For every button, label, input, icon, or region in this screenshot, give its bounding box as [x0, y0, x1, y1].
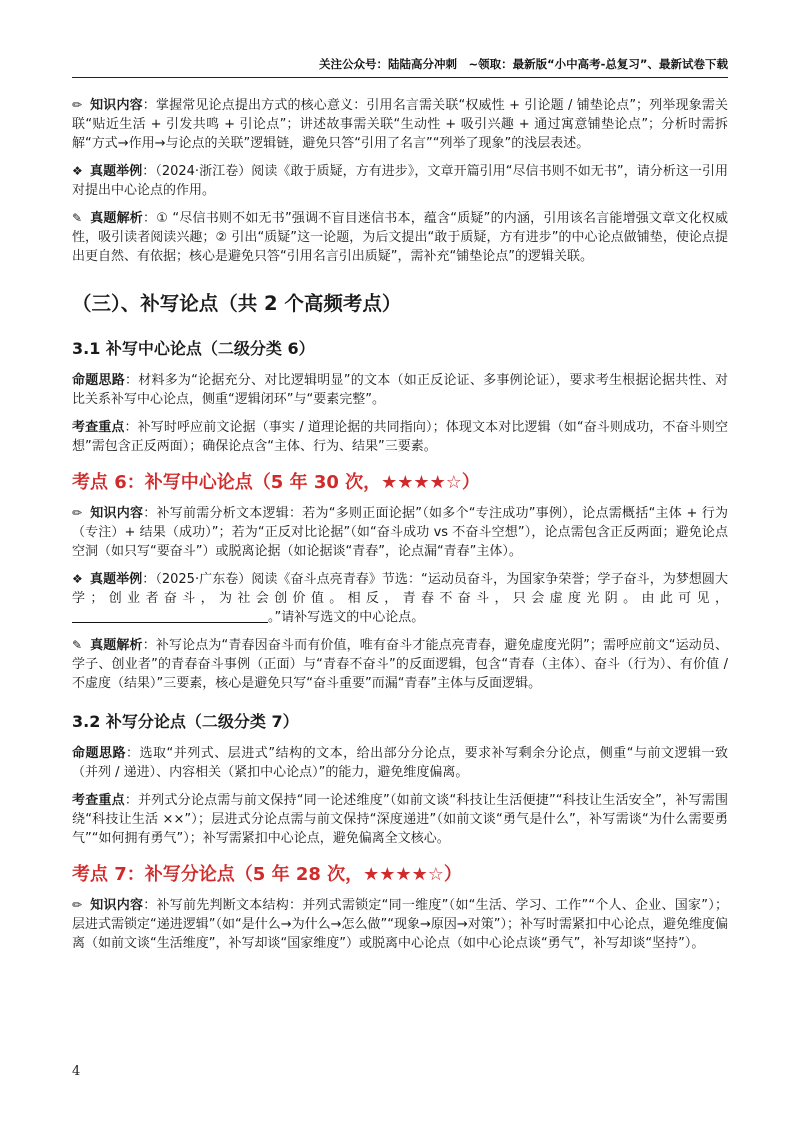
diamond-icon: ❖: [72, 164, 83, 178]
section-title: （三）、补写论点（共 2 个高频考点）: [72, 292, 402, 315]
focus-text: ：补写时呼应前文论据（事实 / 道理论据的共同指向）；体现文本对比逻辑（如“奋斗则成功，不奋斗则空想”需包含正反两面）；确保论点含“主体、行为、结果”三要素。: [72, 420, 728, 454]
knowledge-text: ：补写前先判断文本结构：并列式需锁定“同一维度”（如“生活、学习、工作”“个人、企业、国家”）；层进式需锁定“递进逻辑”（如“是什么→为什么→怎么做”“现象→原因→对策”）；补写时需紧扣中心论点，避免维度偏离（如前文谈“生活维度”，补写却谈“国家维度”）或脱离中心论点（如中心论点谈“勇气”，补写却谈“坚持”）。: [72, 898, 728, 951]
example-text: ：（2025·广东卷）阅读《奋斗点亮青春》节选：“运动员奋斗，为国家争荣誉；学子奋斗，为梦想圆大学；创业者奋斗，为社会创价值。相反，青春不奋斗，只会虚度光阴。由此可见，: [72, 572, 728, 606]
header-rule: [72, 77, 728, 78]
example-paragraph: [72, 570, 728, 627]
kaodian-6-title: 考点 6：补写中心论点（5 年 30 次，★★★★☆）: [72, 472, 480, 493]
subsection-3-1-title: 3.1 补写中心论点（二级分类 6）: [72, 339, 315, 358]
knowledge-text: ：补写前需分析文本逻辑：若为“多则正面论据”（如多个“专注成功”事例），论点需概括“主体 + 行为（专注）+ 结果（成功）”；若为“正反对比论据”（如“奋斗成功 vs 不奋斗空想”），论点需包含正反两面；避免论点空洞（如只写“要奋斗”）或脱离论据（如论据谈“青春”，论点漏“青春”主体）。: [72, 506, 728, 559]
knowledge-text: ：掌握常见论点提出方式的核心意义：引用名言需关联“权威性 + 引论题 / 铺垫论点”；列举现象需关联“贴近生活 + 引发共鸣 + 引论点”；讲述故事需关联“生动性 + 吸引兴趣 + 通过寓意铺垫论点”；分析时需拆解“方式→作用→与论点的关联”逻辑链，避免只答“引用了名言”“列举了现象”的浅层表述。: [72, 98, 728, 151]
proposition-label: 命题思路: [72, 373, 125, 388]
page-content: [72, 96, 728, 962]
focus-label: 考查重点: [72, 420, 125, 435]
pen-icon: ✎: [72, 211, 83, 225]
example-label: 真题举例: [90, 164, 143, 179]
page-number: 4: [72, 1064, 81, 1079]
proposition-paragraph: [72, 744, 728, 782]
focus-paragraph: [72, 791, 728, 848]
page-header: 关注公众号：陆陆高分冲刺 ~领取：最新版“小中高考-总复习”、最新试卷下载: [318, 57, 728, 71]
pen-icon: ✎: [72, 638, 83, 652]
knowledge-paragraph: [72, 504, 728, 561]
analysis-paragraph: [72, 636, 728, 693]
focus-label: 考查重点: [72, 793, 125, 808]
subsection-3-2-title: 3.2 补写分论点（二级分类 7）: [72, 712, 299, 731]
proposition-paragraph: [72, 371, 728, 409]
pencil-icon: ✏: [72, 98, 83, 112]
proposition-text: ：材料多为“论据充分、对比逻辑明显”的文本（如正反论证、多事例论证），要求考生根据论据共性、对比关系补写中心论点，侧重“逻辑闭环”与“要素完整”。: [72, 373, 728, 407]
analysis-text: ：补写论点为“青春因奋斗而有价值，唯有奋斗才能点亮青春，避免虚度光阴”；需呼应前文“运动员、学子、创业者”的青春奋斗事例（正面）与“青春不奋斗”的反面逻辑，包含“青春（主体）、奋斗（行为）、有价值 / 不虚度（结果）”三要素，核心是避免只写“奋斗重要”而漏“青春”主体与反面逻辑。: [72, 638, 728, 691]
pencil-icon: ✏: [72, 506, 83, 520]
example-label: 真题举例: [90, 572, 143, 587]
proposition-label: 命题思路: [72, 746, 127, 761]
example-paragraph: [72, 162, 728, 200]
knowledge-paragraph: [72, 96, 728, 153]
analysis-text: ：① “尽信书则不如无书”强调不盲目迷信书本，蕴含“质疑”的内涵，引用该名言能增强文章文化权威性，吸引读者阅读兴趣；② 引出“质疑”这一论题，为后文提出“敢于质疑，方有进步”的中心论点做铺垫，使论点提出更自然、有依据；核心是避免只答“引用名言引出质疑”，需补充“铺垫论点”的逻辑关联。: [72, 211, 728, 264]
analysis-label: 真题解析: [90, 638, 143, 653]
example-text-end: 。”请补写选文的中心论点。: [268, 610, 425, 625]
knowledge-paragraph: [72, 896, 728, 953]
kaodian-7-title: 考点 7：补写分论点（5 年 28 次，★★★★☆）: [72, 864, 462, 885]
proposition-text: ：选取“并列式、层进式”结构的文本，给出部分分论点，要求补写剩余分论点，侧重“与前文逻辑一致（并列 / 递进）、内容相关（紧扣中心论点）”的能力，避免维度偏离。: [72, 746, 728, 780]
example-text: ：（2024·浙江卷）阅读《敢于质疑，方有进步》，文章开篇引用“尽信书则不如无书”，请分析这一引用对提出中心论点的作用。: [72, 164, 728, 198]
focus-text: ：并列式分论点需与前文保持“同一论述维度”（如前文谈“科技让生活便捷”“科技让生活安全”，补写需围绕“科技让生活 ××”）；层进式分论点需与前文保持“深度递进”（如前文谈“勇气是什么”，补写需谈“为什么需要勇气”“如何拥有勇气”）；补写需紧扣中心论点，避免偏离全文核心。: [72, 793, 728, 846]
knowledge-label: 知识内容: [90, 98, 143, 113]
analysis-label: 真题解析: [90, 211, 144, 226]
knowledge-label: 知识内容: [90, 898, 144, 913]
knowledge-label: 知识内容: [90, 506, 144, 521]
analysis-paragraph: [72, 209, 728, 266]
pencil-icon: ✏: [72, 898, 83, 912]
focus-paragraph: [72, 418, 728, 456]
diamond-icon: ❖: [72, 572, 83, 586]
fill-in-blank: [72, 609, 268, 623]
